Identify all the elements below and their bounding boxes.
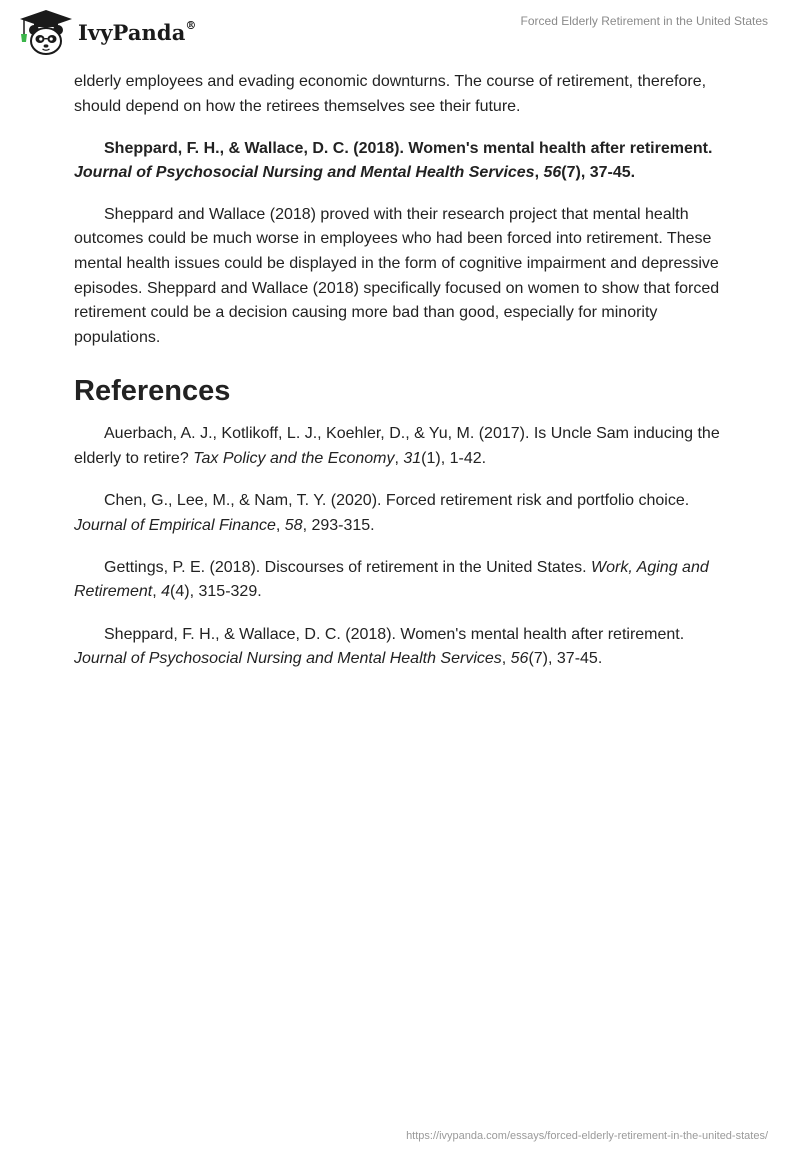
reference-item: Auerbach, A. J., Kotlikoff, L. J., Koehler, D., & Yu, M. (2017). Is Uncle Sam inducing the elderly to retire? Tax Policy and the Economy, 31(1), 1-42. (74, 425, 720, 468)
reference-item: Chen, G., Lee, M., & Nam, T. Y. (2020). Forced retirement risk and portfolio choice. Journal of Empirical Finance, 58, 293-315. (74, 492, 690, 534)
annotation-citation: Sheppard, F. H., & Wallace, D. C. (2018). Women's mental health after retirement. Journal of Psychosocial Nursing and Mental Health Services, 56(7), 37-45. (74, 139, 713, 182)
reference-source: Tax Policy and the Economy (193, 450, 395, 468)
reference-volume: 31 (403, 450, 422, 468)
brand-name[interactable]: IvyPanda® (78, 19, 197, 45)
reference-volume: 58 (284, 516, 303, 534)
reference-source: Journal of Empirical Finance (74, 516, 276, 534)
running-title: Forced Elderly Retirement in the United States (520, 14, 768, 28)
panda-graduate-logo-icon[interactable] (14, 8, 78, 56)
references-heading: References (74, 375, 231, 408)
footer-url-link[interactable]: https://ivypanda.com/essays/forced-elderly-retirement-in-the-united-states/ (406, 1130, 768, 1142)
reference-source: Journal of Psychosocial Nursing and Mental Health Services (74, 650, 502, 668)
annotation-journal: Journal of Psychosocial Nursing and Mental Health Services (74, 164, 535, 182)
annotation-paragraph: Sheppard and Wallace (2018) proved with their research project that mental health outcomes could be much worse in employees who had been forced into retirement. These mental health issues could be displayed in the form of cognitive impairment and depressive episodes. Sheppard and Wallace (2018) specifically focused on women to show that forced retirement could be a decision causing more bad than good, especially for minority populations. (74, 205, 720, 346)
essay-content (74, 70, 734, 689)
reference-item: Gettings, P. E. (2018). Discourses of retirement in the United States. Work, Aging and Retirement, 4(4), 315-329. (74, 558, 709, 601)
page-header (0, 0, 800, 60)
reference-source: Work, Aging and Retirement (74, 558, 709, 601)
annotation-volume: 56 (543, 164, 562, 182)
registered-mark: ® (185, 19, 197, 32)
reference-item: Sheppard, F. H., & Wallace, D. C. (2018). Women's mental health after retirement. Journal of Psychosocial Nursing and Mental Health Services, 56(7), 37-45. (74, 625, 685, 668)
continued-paragraph: elderly employees and evading economic downturns. The course of retirement, therefore, should depend on how the retirees themselves see their future. (74, 73, 707, 115)
reference-volume: 4 (161, 583, 171, 601)
reference-volume: 56 (510, 650, 529, 668)
